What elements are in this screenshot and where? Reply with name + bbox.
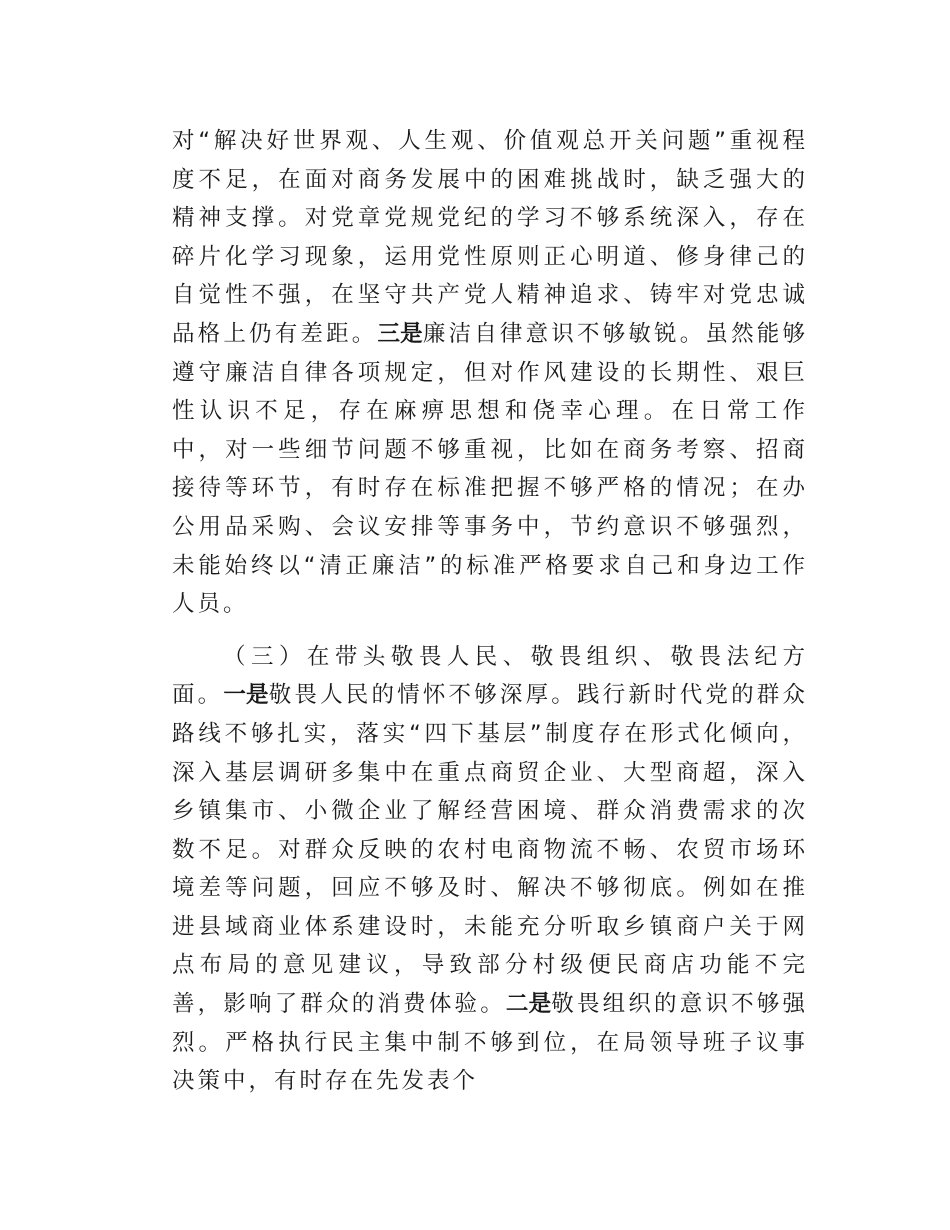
bold-label-san-shi: 三是 [377, 320, 423, 347]
text-run: 敬畏组织的意识不够强烈。严格执行民主集中制不够到位，在局领导班子议事决策中，有时存在先发表个 [172, 991, 808, 1095]
text-run: 廉洁自律意识不够敏锐。虽然能够遵守廉洁自律各项规定，但对作风建设的长期性、艰巨性认识不足，存在麻痹思想和侥幸心理。在日常工作中，对一些细节问题不够重视，比如在商务考察、招商接待等环节，有时存在标准把握不够严格的情况；在办公用品采购、会议安排等事务中，节约意识不够强烈，未能始终以“清正廉洁”的标准严格要求自己和身边工作人员。 [172, 320, 808, 618]
bold-label-yi-shi: 一是 [223, 682, 269, 709]
text-run: 对“解决好世界观、人生观、价值观总开关问题”重视程度不足，在面对商务发展中的困难挑战时，缺乏强大的精神支撑。对党章党规党纪的学习不够系统深入，存在碎片化学习现象，运用党性原则正心明道、修身律己的自觉性不强，在坚守共产党人精神追求、铸牢对党忠诚品格上仍有差距。 [172, 128, 808, 347]
section-heading-text: （三）在带头敬畏人民、敬畏组织、敬畏法纪方面。 [172, 643, 808, 709]
document-page [172, 122, 808, 1101]
bold-label-er-shi: 二是 [505, 991, 552, 1018]
paragraph-section-three [172, 638, 808, 1101]
paragraph-continuation [172, 122, 808, 624]
text-run: 敬畏人民的情怀不够深厚。践行新时代党的群众路线不够扎实，落实“四下基层”制度存在形式化倾向，深入基层调研多集中在重点商贸企业、大型商超，深入乡镇集市、小微企业了解经营困境、群众消费需求的次数不足。对群众反映的农村电商物流不畅、农贸市场环境差等问题，回应不够及时、解决不够彻底。例如在推进县域商业体系建设时，未能充分听取乡镇商户关于网点布局的意见建议，导致部分村级便民商店功能不完善，影响了群众的消费体验。 [172, 682, 808, 1018]
